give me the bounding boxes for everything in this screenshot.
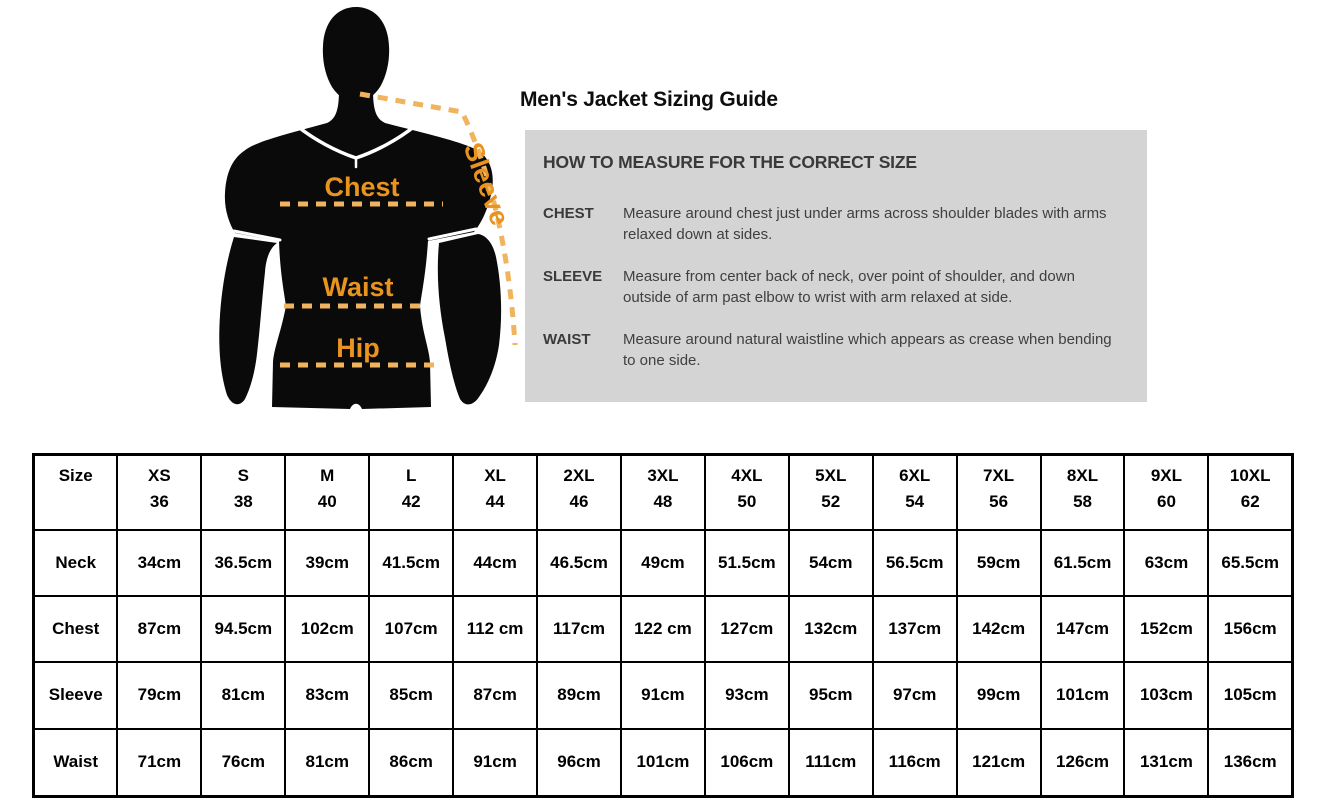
row-label: Chest [34, 596, 118, 662]
hip-label: Hip [336, 333, 380, 363]
measurement-cell: 126cm [1041, 729, 1125, 797]
how-to-measure-box [525, 130, 1147, 402]
size-column-header [789, 455, 873, 530]
measurement-cell: 99cm [957, 662, 1041, 728]
measurement-cell: 34cm [117, 530, 201, 596]
measure-item-waist [543, 329, 1127, 371]
size-number: 38 [233, 492, 253, 512]
row-label: Sleeve [34, 662, 118, 728]
size-column-header [1041, 455, 1125, 530]
page-title: Men's Jacket Sizing Guide [520, 88, 778, 111]
size-number: 60 [1156, 492, 1176, 512]
size-number: 40 [317, 492, 337, 512]
how-to-heading: HOW TO MEASURE FOR THE CORRECT SIZE [543, 152, 917, 172]
measurement-cell: 121cm [957, 729, 1041, 797]
row-label: Neck [34, 530, 118, 596]
size-column-header [705, 455, 789, 530]
size-number: 58 [1073, 492, 1092, 512]
size-column-header [201, 455, 285, 530]
measurement-cell: 79cm [117, 662, 201, 728]
measurement-cell: 101cm [1041, 662, 1125, 728]
silhouette-head [323, 7, 389, 102]
size-column-header [621, 455, 705, 530]
measurement-cell: 112 cm [453, 596, 537, 662]
size-code: 9XL [1150, 466, 1183, 485]
measurement-cell: 132cm [789, 596, 873, 662]
measurement-cell: 97cm [873, 662, 957, 728]
row-label: Waist [34, 729, 118, 797]
size-code: 2XL [563, 466, 595, 485]
measurement-cell: 81cm [285, 729, 369, 797]
size-column-header [1124, 455, 1208, 530]
measurement-cell: 156cm [1208, 596, 1292, 662]
measurement-cell: 103cm [1124, 662, 1208, 728]
table-row [34, 530, 1293, 596]
measurement-cell: 91cm [621, 662, 705, 728]
measurement-cell: 46.5cm [537, 530, 621, 596]
size-column-header [873, 455, 957, 530]
size-code: XS [148, 466, 171, 485]
measurement-cell: 111cm [789, 729, 873, 797]
measure-description: Measure around chest just under arms across shoulder blades with arms relaxed down at sides. [623, 205, 1107, 243]
measurement-cell: 142cm [957, 596, 1041, 662]
size-column-header [537, 455, 621, 530]
size-number: 36 [149, 492, 169, 512]
silhouette-left-arm [219, 237, 277, 404]
measurement-cell: 131cm [1124, 729, 1208, 797]
measurement-cell: 122 cm [621, 596, 705, 662]
measure-term: CHEST [543, 205, 594, 222]
measurement-cell: 127cm [705, 596, 789, 662]
chest-label: Chest [324, 172, 400, 202]
size-code: M [320, 466, 335, 485]
size-code: 4XL [731, 466, 763, 485]
size-column-header [1208, 455, 1292, 530]
measure-description: Measure around natural waistline which appears as crease when bending to one side. [623, 331, 1112, 369]
measurement-figure [188, 0, 528, 435]
measurement-cell: 61.5cm [1041, 530, 1125, 596]
measurement-cell: 117cm [537, 596, 621, 662]
table-row [34, 596, 1293, 662]
measurement-cell: 63cm [1124, 530, 1208, 596]
measurement-cell: 44cm [453, 530, 537, 596]
measurement-cell: 152cm [1124, 596, 1208, 662]
sleeve-label: Sleeve [457, 138, 516, 230]
measurement-cell: 59cm [957, 530, 1041, 596]
size-code: S [237, 466, 249, 485]
measurement-cell: 137cm [873, 596, 957, 662]
size-code: XL [484, 466, 506, 485]
measurement-cell: 49cm [621, 530, 705, 596]
table-row [34, 729, 1293, 797]
size-code: 6XL [899, 466, 931, 485]
size-code: 10XL [1229, 466, 1271, 485]
size-column-header [369, 455, 453, 530]
measure-term: SLEEVE [543, 268, 603, 285]
size-number: 56 [989, 492, 1009, 512]
measurement-cell: 51.5cm [705, 530, 789, 596]
size-number: 48 [653, 492, 673, 512]
corner-label: Size [34, 455, 118, 530]
measurement-cell: 65.5cm [1208, 530, 1292, 596]
size-number: 42 [401, 492, 421, 512]
size-number: 50 [737, 492, 757, 512]
measurement-cell: 36.5cm [201, 530, 285, 596]
header-row [34, 455, 1293, 530]
measure-term: WAIST [543, 331, 591, 348]
size-column-header [957, 455, 1041, 530]
measurement-cell: 83cm [285, 662, 369, 728]
measurement-cell: 93cm [705, 662, 789, 728]
measurement-cell: 91cm [453, 729, 537, 797]
measurement-cell: 106cm [705, 729, 789, 797]
size-number: 46 [569, 492, 589, 512]
measurement-cell: 147cm [1041, 596, 1125, 662]
measurement-cell: 86cm [369, 729, 453, 797]
table-row [34, 662, 1293, 728]
measurement-cell: 81cm [201, 662, 285, 728]
measurement-cell: 87cm [117, 596, 201, 662]
measurement-cell: 102cm [285, 596, 369, 662]
waist-label: Waist [322, 272, 394, 302]
measurement-cell: 39cm [285, 530, 369, 596]
size-column-header [285, 455, 369, 530]
measure-description: Measure from center back of neck, over point of shoulder, and down outside of arm past elbow to wrist with arm relaxed at side. [623, 268, 1075, 306]
size-number: 54 [905, 492, 925, 512]
measurement-cell: 54cm [789, 530, 873, 596]
size-code: L [405, 466, 417, 485]
size-code: 3XL [647, 466, 679, 485]
size-code: 5XL [815, 466, 847, 485]
measurement-cell: 116cm [873, 729, 957, 797]
size-table-container [32, 453, 1294, 798]
size-number: 44 [485, 492, 505, 512]
measurement-cell: 95cm [789, 662, 873, 728]
measurement-cell: 89cm [537, 662, 621, 728]
size-table [32, 453, 1294, 798]
size-number: 62 [1240, 492, 1260, 512]
silhouette-svg [188, 0, 528, 435]
size-code: 8XL [1066, 466, 1099, 485]
measurement-cell: 94.5cm [201, 596, 285, 662]
measurement-cell: 85cm [369, 662, 453, 728]
measurement-cell: 76cm [201, 729, 285, 797]
silhouette-right-arm [438, 234, 501, 404]
size-column-header [453, 455, 537, 530]
measurement-cell: 107cm [369, 596, 453, 662]
measurement-cell: 87cm [453, 662, 537, 728]
measurement-cell: 71cm [117, 729, 201, 797]
size-column-header [117, 455, 201, 530]
size-code: 7XL [983, 466, 1015, 485]
size-number: 52 [821, 492, 841, 512]
measurement-cell: 136cm [1208, 729, 1292, 797]
measurement-cell: 101cm [621, 729, 705, 797]
measurement-cell: 41.5cm [369, 530, 453, 596]
measurement-cell: 56.5cm [873, 530, 957, 596]
measurement-cell: 105cm [1208, 662, 1292, 728]
measurement-cell: 96cm [537, 729, 621, 797]
measure-item-chest [543, 203, 1127, 245]
measure-item-sleeve [543, 266, 1127, 308]
